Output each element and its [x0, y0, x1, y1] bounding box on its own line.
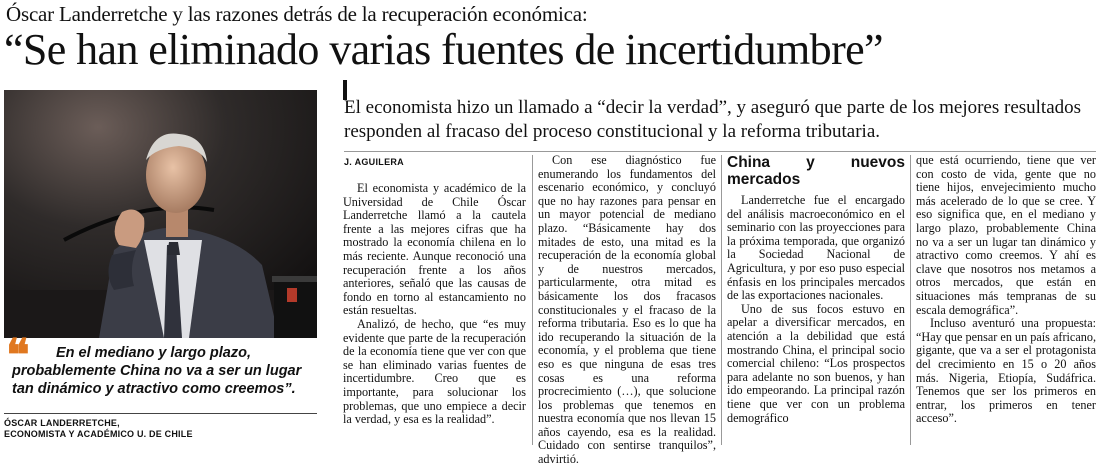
speaker-photo — [4, 90, 317, 338]
article-column-2 — [538, 154, 716, 467]
pull-quote-text: En el mediano y largo plazo, probablemente China no va a ser un lugar tan dinámico y atractivo como creemos”. — [12, 345, 302, 397]
column-divider-1 — [532, 155, 533, 445]
lede: El economista hizo un llamado a “decir la verdad”, y aseguró que parte de los mejores resultados responden al fracaso del proceso constitucional y la reforma tributaria. — [344, 97, 1082, 142]
author-credit: J. AGUILERA — [344, 157, 404, 167]
quote-rule — [4, 413, 317, 414]
pull-quote-credit — [4, 418, 193, 440]
credit-name: ÓSCAR LANDERRETCHE, — [4, 418, 120, 428]
credit-role: ECONOMISTA Y ACADÉMICO U. DE CHILE — [4, 429, 193, 439]
headline: “Se han eliminado varias fuentes de incertidumbre” — [4, 25, 883, 74]
speaker-illustration — [4, 90, 317, 338]
quote-mark-icon: ❝ — [6, 330, 30, 381]
paragraph: El economista y académico de la Universidad de Chile Óscar Landerretche llamó a la cautela frente a las mejores cifras que ha mostrado la economía chilena en lo más reciente. Aunque reconoció una recuperación frente a los años anteriores, señaló que las causas de fondo en torno al estancamiento no están resueltas. — [343, 181, 526, 318]
article-column-1 — [343, 182, 526, 427]
paragraph: Analizó, de hecho, que “es muy evidente que parte de la recuperación de la economía tiene que ver con que se han eliminado varias fuentes de incertidumbre. Creo que es importante, para solucionar los problemas, que uno empiece a decir la verdad, y esa es la realidad”. — [343, 316, 526, 427]
paragraph: Uno de sus focos estuvo en apelar a diversificar mercados, en atención a la debilidad que está mostrando China, el principal socio comercial chileno: “Los prospectos para adelante no son buenos, y han ido empeorando. La principal razón tiene que ver con un problema demográfico — [727, 301, 905, 425]
paragraph: Con ese diagnóstico fue enumerando los fundamentos del escenario económico, y concluyó que no hay razones para pensar en un mayor potencial de mediano plazo. “Básicamente hay dos mitades de esto, una mitad es la recuperación de la economía global y de nuestros mercados, particularmente, otra mitad es básicamente los dos fracasos constitucionales y el fracaso de la reforma tributaria. Eso es lo que ha ido recuperando la situación de la economía, y el problema que tiene eso es que ninguna de esas tres cosas es una reforma procrecimiento (…), que solucione los problemas que tenemos en nuestra economía que nos llevan 15 años cayendo, esa es la realidad. Cuidado con sentirse tranquilos”, advirtió. — [538, 153, 716, 467]
kicker: Óscar Landerretche y las razones detrás de la recuperación económica: — [6, 2, 588, 26]
column-divider-2 — [721, 155, 722, 445]
article-column-3 — [727, 154, 905, 425]
section-subhead: China y nuevos mercados — [727, 154, 905, 188]
pull-quote — [4, 330, 317, 406]
paragraph: que está ocurriendo, tiene que ver con costo de vida, gente que no tiene hijos, envejecimiento mucho más acelerado de lo que se cree. Y eso significa que, en el mediano y largo plazo, probablemente China no va a ser un lugar tan dinámico y atractivo como creemos. Y ahí es clave que nosotros nos metamos a otros mercados, que están en situaciones más tempranas de su escala demográfica”. — [916, 153, 1096, 317]
column-divider-3 — [910, 155, 911, 445]
article-column-4 — [916, 154, 1096, 426]
paragraph: Incluso aventuró una propuesta: “Hay que pensar en un país africano, gigante, que va a ser el protagonista del crecimiento en 15 o 20 años más. Nigeria, Etiopía, Sudáfrica. Tenemos que ser los primeros en entrar, los primeros en tener acceso”. — [916, 316, 1096, 426]
lede-rule — [344, 151, 1096, 152]
paragraph: Landerretche fue el encargado del análisis macroeconómico en el seminario con las proyecciones para la próxima temporada, que organizó la Sociedad Nacional de Agricultura, y por eso puso especial énfasis en los principales mercados de las exportaciones nacionales. — [727, 193, 905, 303]
